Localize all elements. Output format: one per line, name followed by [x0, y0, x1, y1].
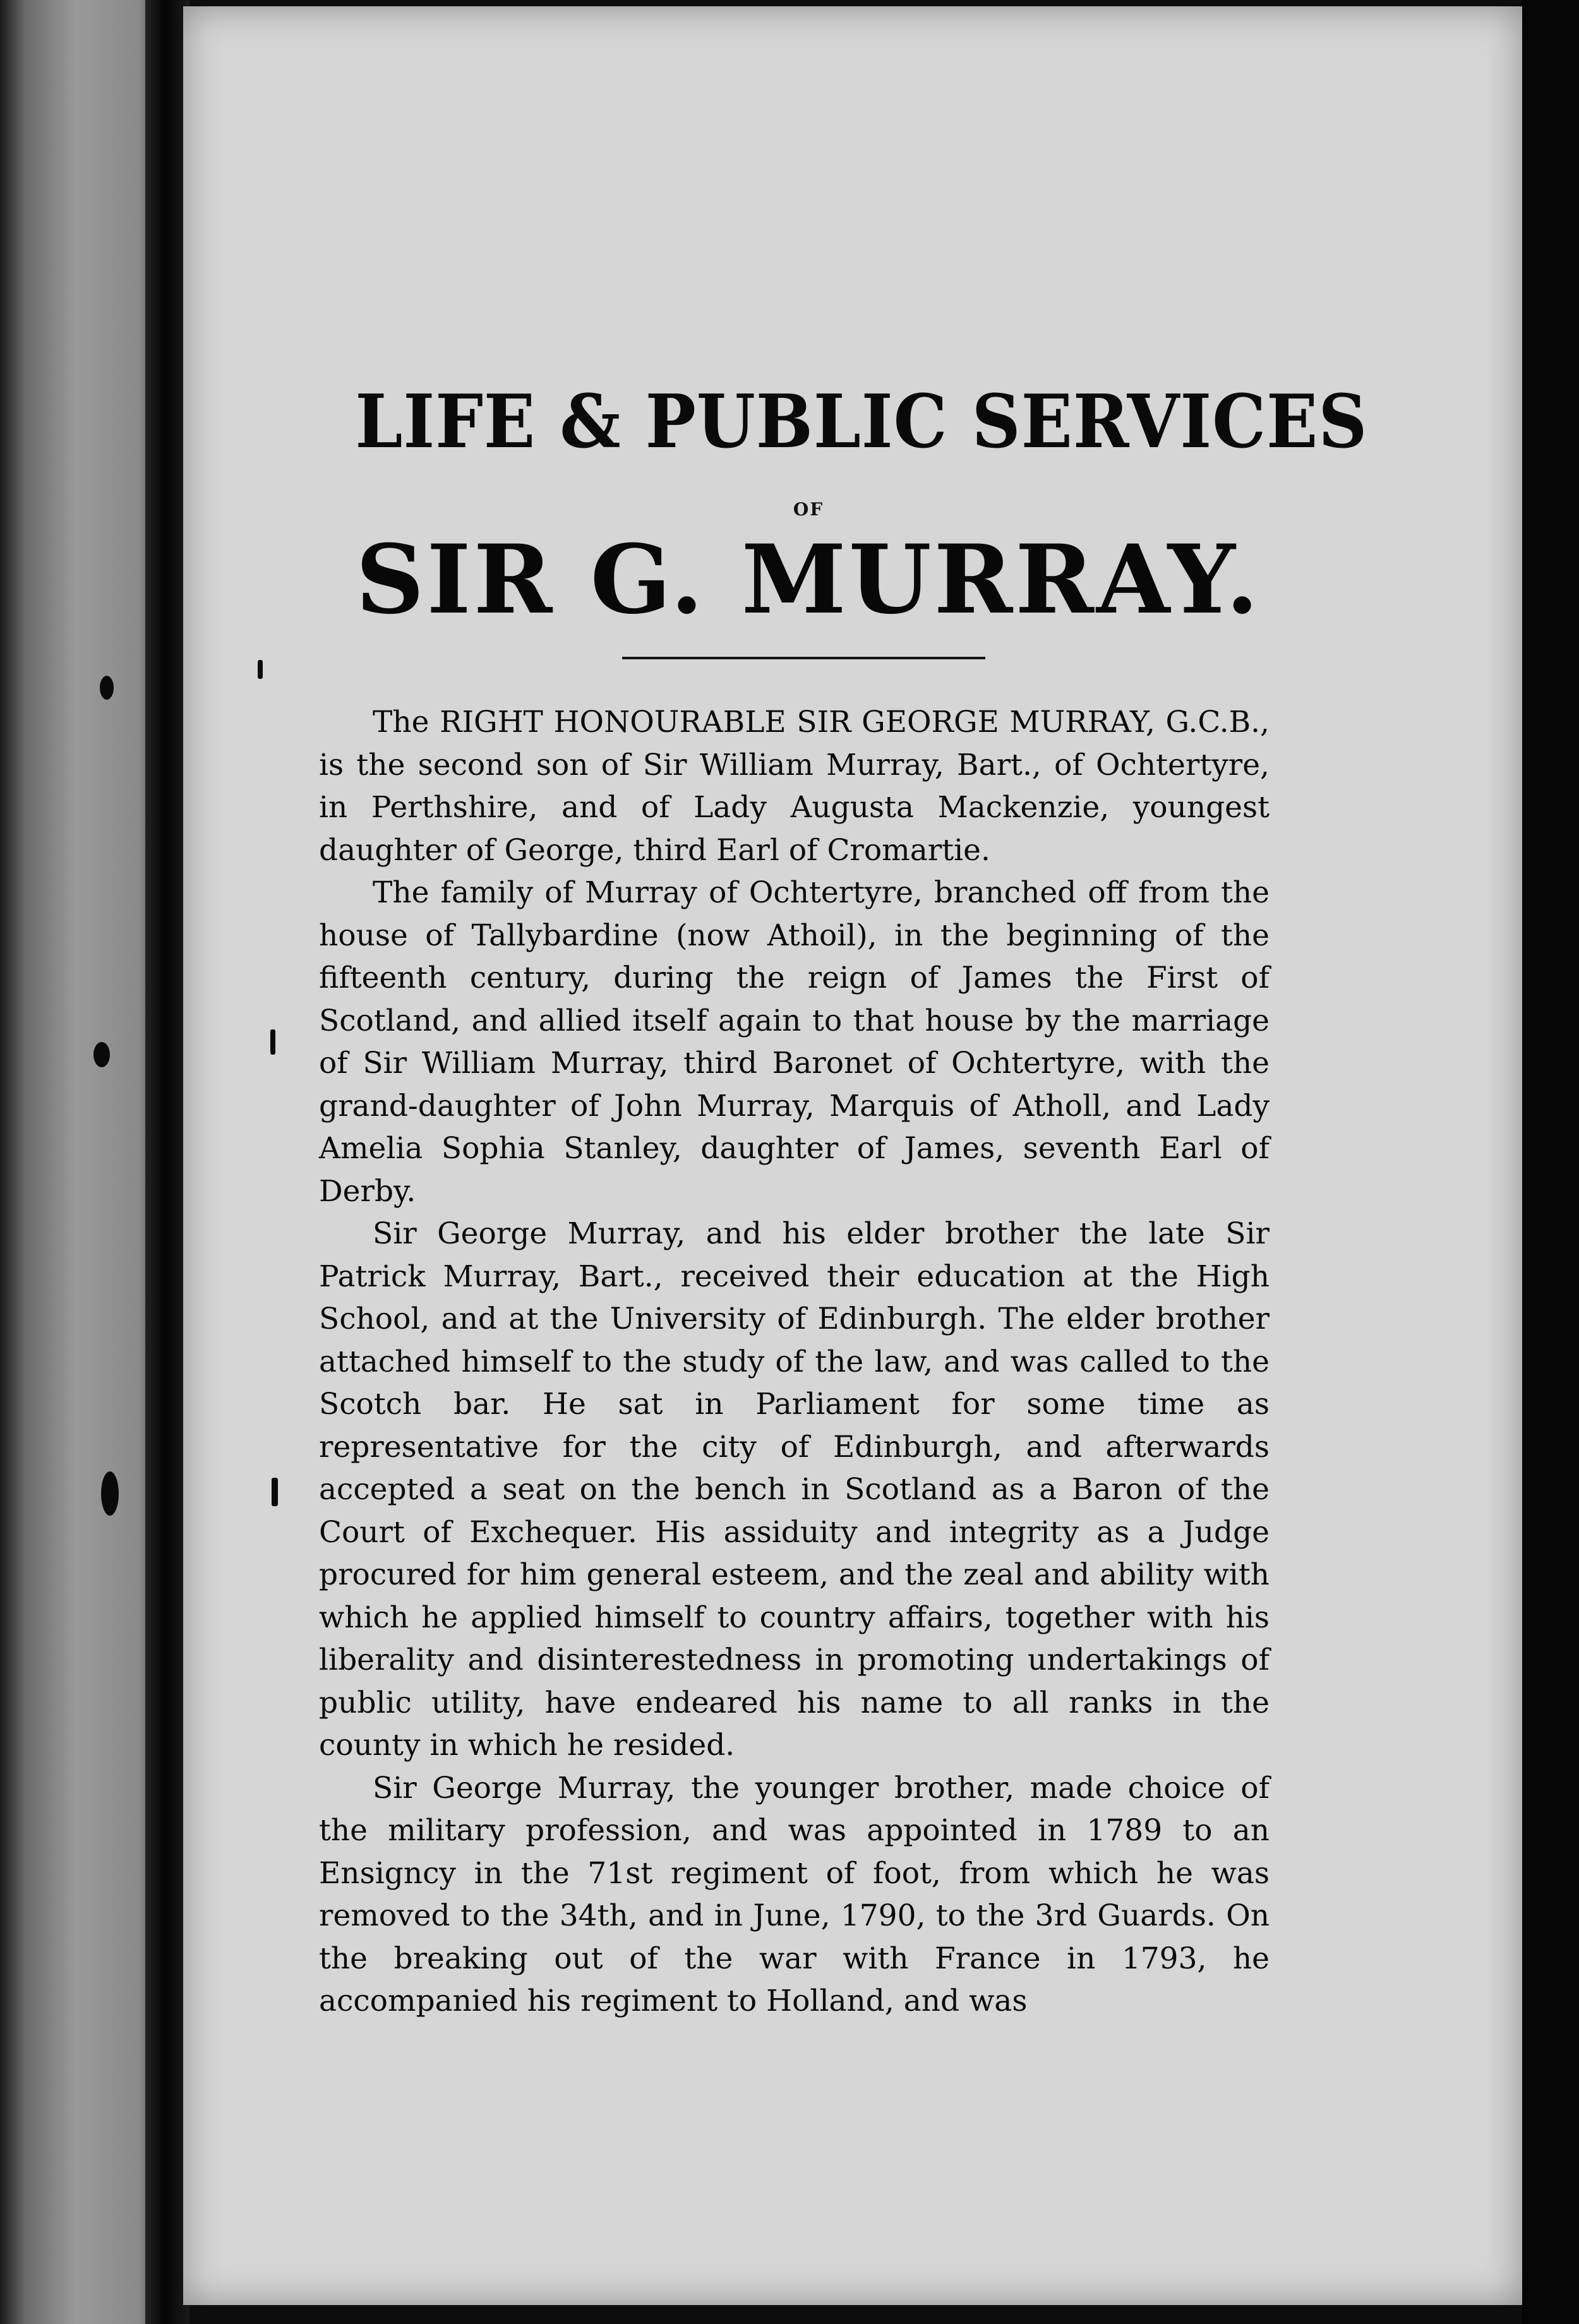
document-title: LIFE & PUBLIC SERVICES [355, 379, 1368, 465]
title-connector: OF [793, 499, 824, 520]
binding-mark [258, 660, 263, 679]
binding-mark [270, 1029, 275, 1055]
paragraph: Sir George Murray, and his elder brother the late Sir Patrick Murray, Bart., received their education at the High School, and at the University of Edinburgh. The elder brother attached himself to the study of the law, and was called to the Scotch bar. He sat in Parliament for some time as representative for the city of Edinburgh, and afterwards accepted a seat on the bench in Scotland as a Baron of the Court of Exchequer. His assiduity and integrity as a Judge procured for him general esteem, and the zeal and ability with which he applied himself to country affairs, together with his liberality and disinterestedness in promoting undertakings of public utility, have endeared his name to all ranks in the county in which he resided. [319, 1216, 1270, 1763]
title-rule [622, 657, 985, 659]
right-page-edge [1522, 0, 1579, 2324]
paragraph: The family of Murray of Ochtertyre, branched off from the house of Tallybardine (now Athoil), in the beginning of the fifteenth century, during the reign of James the First of Scotland, and allied itself again to that house by the marriage of Sir William Murray, third Baronet of Ochtertyre, with the grand-daughter of John Murray, Marquis of Atholl, and Lady Amelia Sophia Stanley, daughter of James, seventh Earl of Derby. [319, 875, 1270, 1209]
binding-mark [100, 676, 114, 700]
document-subject-name: SIR G. MURRAY. [356, 524, 1261, 635]
binding-mark [93, 1042, 110, 1067]
binding-mark [272, 1478, 278, 1506]
paragraph: The RIGHT HONOURABLE SIR GEORGE MURRAY, G.C.B., is the second son of Sir William Murray, Bart., of Ochtertyre, in Perthshire, and of Lady Augusta Mackenzie, youngest daughter of George, third Earl of Cromartie. [319, 705, 1270, 868]
paragraph: Sir George Murray, the younger brother, made choice of the military profession, and was appointed in 1789 to an Ensigncy in the 71st regiment of foot, from which he was removed to the 34th, and in June, 1790, to the 3rd Guards. On the breaking out of the war with France in 1793, he accompanied his regiment to Holland, and was [319, 1770, 1270, 2018]
binding-mark [101, 1471, 119, 1516]
body-text [319, 701, 1270, 2023]
left-facing-page [0, 0, 165, 2324]
